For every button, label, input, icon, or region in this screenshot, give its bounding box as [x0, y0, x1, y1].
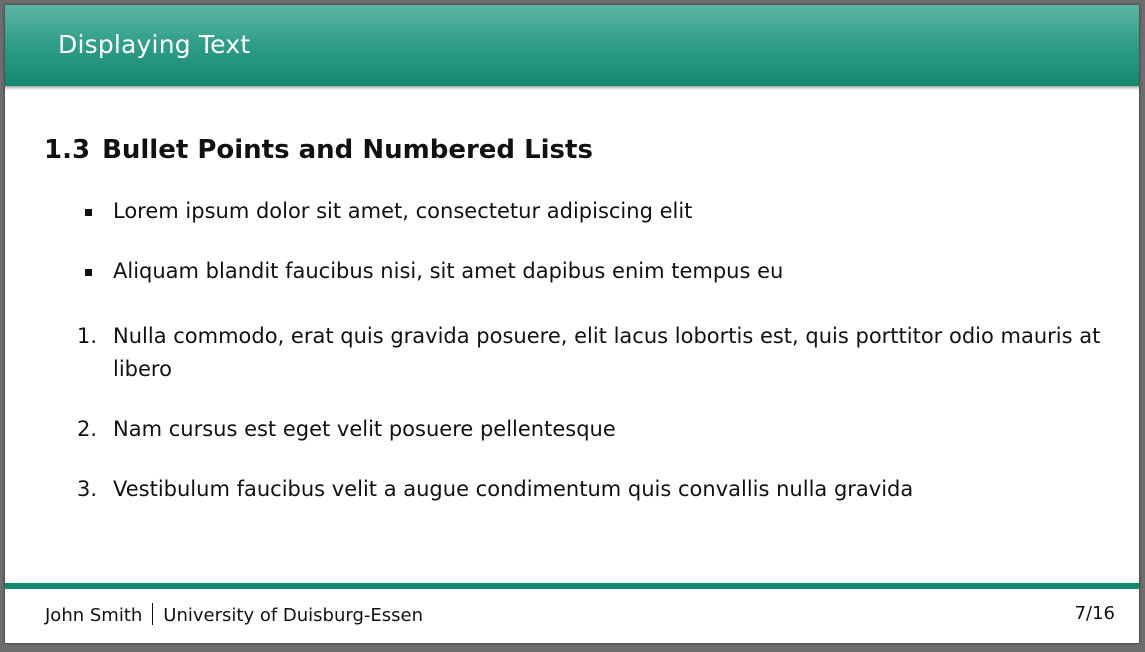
bullet-text: Aliquam blandit faucibus nisi, sit amet dapibus enim tempus eu [113, 259, 784, 283]
item-number: 1. [77, 324, 98, 348]
item-number: 2. [77, 417, 98, 441]
bullet-item [5, 195, 1103, 228]
bullet-list [5, 195, 1103, 315]
bullet-item [5, 255, 1103, 288]
numbered-item [5, 473, 1103, 506]
numbered-item [5, 320, 1103, 386]
numbered-list [5, 320, 1103, 533]
page-number: 7/16 [1074, 603, 1115, 624]
square-bullet-icon [85, 269, 92, 276]
slide-footer [5, 589, 1139, 643]
footer-institution: University of Duisburg-Essen [163, 605, 423, 626]
footer-author: John Smith [45, 605, 143, 626]
section-title: Bullet Points and Numbered Lists [102, 135, 593, 165]
bullet-text: Lorem ipsum dolor sit amet, consectetur adipiscing elit [113, 199, 693, 223]
section-number: 1.3 [44, 135, 91, 165]
header-shadow [5, 86, 1139, 90]
item-number: 3. [77, 477, 98, 501]
footer-separator [152, 603, 153, 625]
slide-header [5, 5, 1139, 86]
numbered-text: Vestibulum faucibus velit a augue condimentum quis convallis nulla gravida [113, 477, 914, 501]
numbered-text: Nam cursus est eget velit posuere pellentesque [113, 417, 616, 441]
frame-title: Displaying Text [58, 30, 251, 59]
footer-info [45, 603, 423, 627]
numbered-item [5, 413, 1103, 446]
square-bullet-icon [85, 209, 92, 216]
section-heading [44, 135, 593, 166]
slide [5, 5, 1139, 643]
numbered-text: Nulla commodo, erat quis gravida posuere, elit lacus lobortis est, quis porttitor odio mauris at libero [113, 324, 1101, 381]
